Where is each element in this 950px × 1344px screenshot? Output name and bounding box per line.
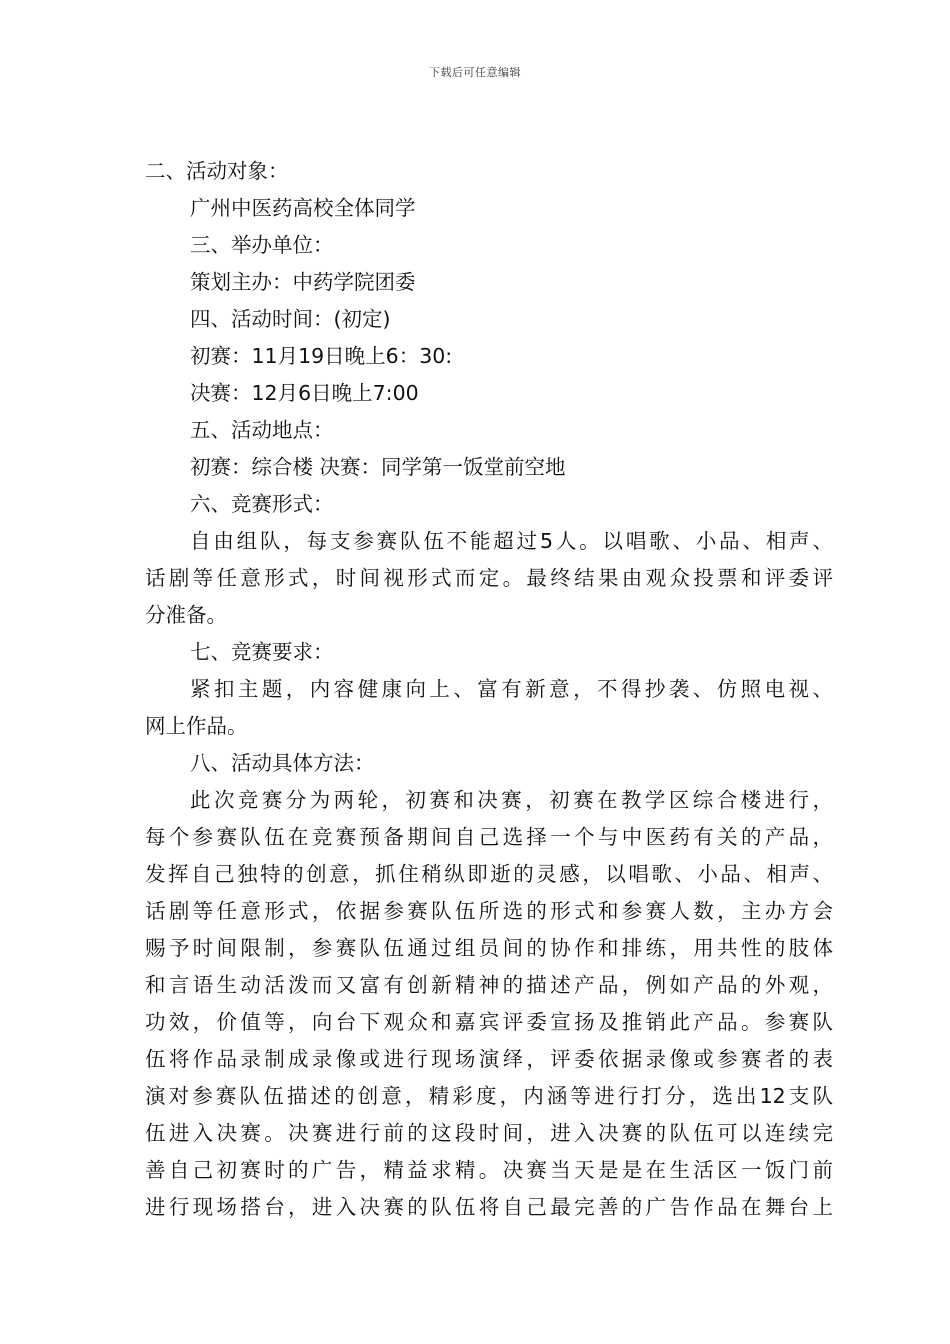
heading-activity-time: 四、活动时间：(初定) [190,307,391,331]
paragraph-line: 话剧等任意形式，时间视形式而定。最终结果由观众投票和评委评 [145,566,833,590]
paragraph-line: 和言语生动活泼而又富有创新精神的描述产品，例如产品的外观， [145,973,833,997]
document-body [145,153,833,1226]
heading-activity-method: 八、活动具体方法： [190,751,375,775]
paragraph-line: 伍将作品录制成录像或进行现场演绎，评委依据录像或参赛者的表 [145,1047,833,1071]
paragraph-line: 分准备。 [145,603,227,627]
paragraph-line: 进行现场搭台，进入决赛的队伍将自己最完善的广告作品在舞台上 [145,1195,833,1219]
paragraph-line: 伍进入决赛。决赛进行前的这段时间，进入决赛的队伍可以连续完 [145,1121,833,1145]
paragraph-line: 自由组队，每支参赛队伍不能超过5人。以唱歌、小品、相声、 [190,529,833,553]
paragraph-line: 演对参赛队伍描述的创意，精彩度，内涵等进行打分，选出12支队 [145,1084,833,1108]
paragraph-line: 发挥自己独特的创意，抓住稍纵即逝的灵感，以唱歌、小品、相声、 [145,862,833,886]
paragraph-line: 网上作品。 [145,714,248,738]
heading-competition-requirements: 七、竞赛要求： [190,640,334,664]
paragraph-line: 紧扣主题，内容健康向上、富有新意，不得抄袭、仿照电视、 [190,677,833,701]
page-header: 下载后可任意编辑 [429,66,521,79]
paragraph-line: 话剧等任意形式，依据参赛队伍所选的形式和参赛人数，主办方会 [145,899,833,923]
text-line: 初赛：11月19日晚上6：30: [190,344,453,368]
paragraph-line: 善自己初赛时的广告，精益求精。决赛当天是是在生活区一饭门前 [145,1158,833,1182]
text-line: 初赛：综合楼 决赛：同学第一饭堂前空地 [190,455,566,479]
text-line: 决赛：12月6日晚上7:00 [190,381,419,405]
heading-competition-format: 六、竞赛形式： [190,492,334,516]
text-line: 策划主办：中药学院团委 [190,270,416,294]
paragraph-line: 赐予时间限制，参赛队伍通过组员间的协作和排练，用共性的肢体 [145,936,833,960]
heading-activity-target: 二、活动对象： [145,159,289,183]
paragraph-line: 每个参赛队伍在竞赛预备期间自己选择一个与中医药有关的产品， [145,825,833,849]
text-line: 广州中医药高校全体同学 [190,196,416,220]
paragraph-line: 此次竞赛分为两轮，初赛和决赛，初赛在教学区综合楼进行， [190,788,833,812]
heading-organizer: 三、举办单位： [190,233,334,257]
heading-activity-location: 五、活动地点： [190,418,334,442]
paragraph-line: 功效，价值等，向台下观众和嘉宾评委宣扬及推销此产品。参赛队 [145,1010,833,1034]
